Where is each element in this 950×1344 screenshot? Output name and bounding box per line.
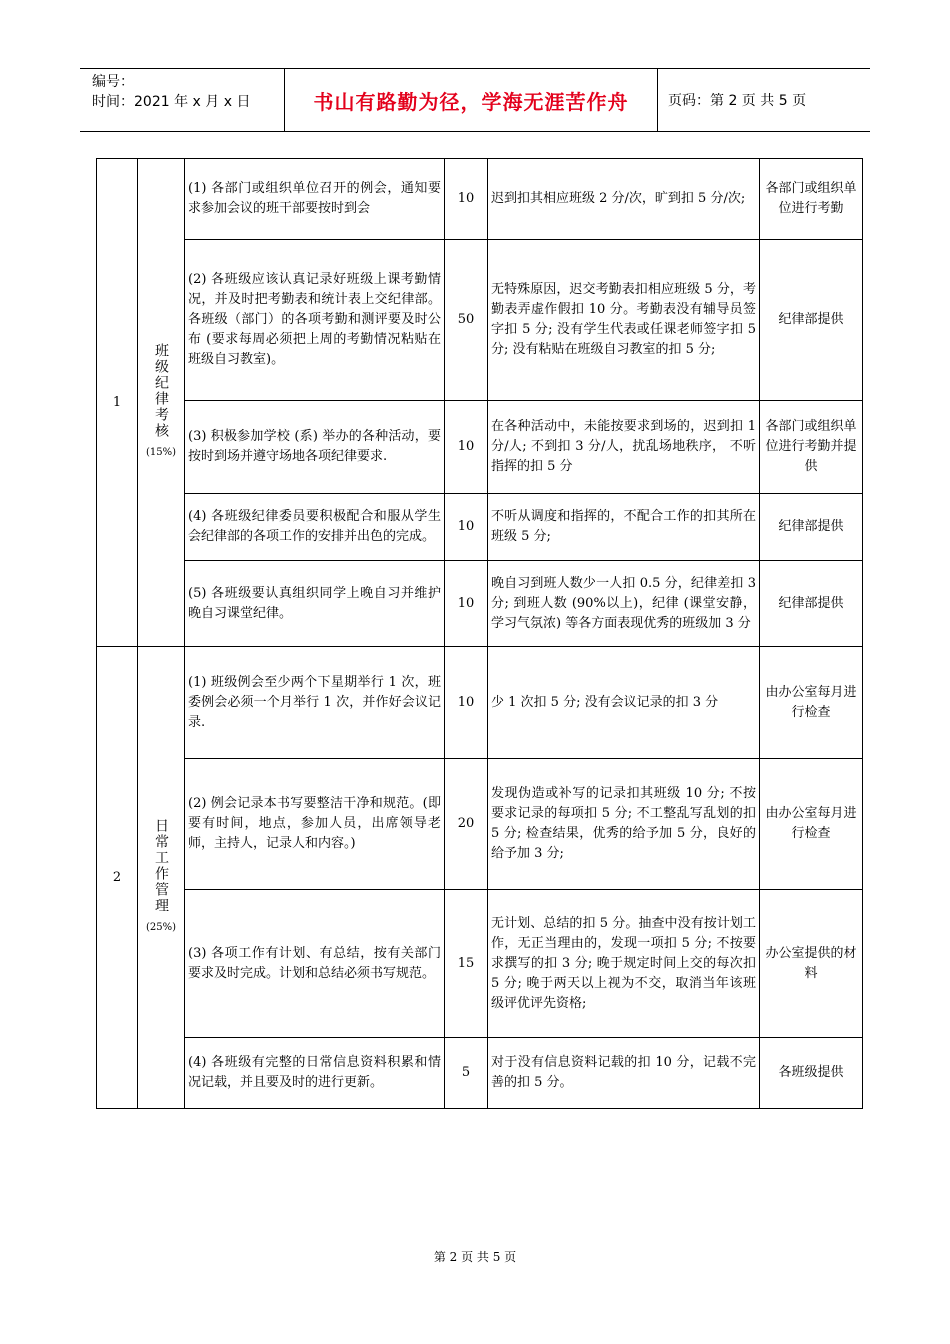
requirement-cell: (1) 各部门或组织单位召开的例会，通知要求参加会议的班干部要按时到会 (185, 159, 445, 240)
section-number: 2 (97, 647, 138, 1109)
rule-cell: 对于没有信息资料记载的扣 10 分，记载不完善的扣 5 分。 (488, 1038, 760, 1109)
source-cell: 各部门或组织单位进行考勤 (760, 159, 863, 240)
score-cell: 20 (445, 759, 488, 890)
score-cell: 10 (445, 561, 488, 647)
motto: 书山有路勤为径，学海无涯苦作舟 (285, 69, 658, 131)
score-cell: 5 (445, 1038, 488, 1109)
score-cell: 10 (445, 159, 488, 240)
score-cell: 10 (445, 494, 488, 561)
source-cell: 由办公室每月进行检查 (760, 759, 863, 890)
score-cell: 15 (445, 890, 488, 1038)
requirement-cell: (1) 班级例会至少两个下星期举行 1 次，班委例会必须一个月举行 1 次，并作好会议记录. (185, 647, 445, 759)
table-row (97, 647, 863, 759)
rule-cell: 发现伪造或补写的记录扣其班级 10 分; 不按要求记录的每项扣 5 分; 不工整乱写乱划的扣 5 分; 检查结果，优秀的给予加 5 分，良好的给予加 3 分; (488, 759, 760, 890)
table-row (97, 401, 863, 494)
section-number: 1 (97, 159, 138, 647)
source-cell: 纪律部提供 (760, 494, 863, 561)
score-cell: 10 (445, 647, 488, 759)
score-cell: 50 (445, 240, 488, 401)
rule-cell: 迟到扣其相应班级 2 分/次，旷到扣 5 分/次; (488, 159, 760, 240)
rule-cell: 无计划、总结的扣 5 分。抽查中没有按计划工作，无正当理由的，发现一项扣 5 分; 不按要求撰写的扣 3 分; 晚于规定时间上交的每次扣 5 分; 晚于两天以上视为不交，取消当年该班级评优评先资格; (488, 890, 760, 1038)
requirement-cell: (2) 各班级应该认真记录好班级上课考勤情况，并及时把考勤表和统计表上交纪律部。各班级（部门）的各项考勤和测评要及时公布 (要求每周必须把上周的考勤情况粘贴在班级自习教室)。 (185, 240, 445, 401)
assessment-table (96, 158, 863, 1109)
page-header (80, 68, 870, 132)
table-row (97, 240, 863, 401)
source-cell: 纪律部提供 (760, 240, 863, 401)
category-text: 日常工作管理 (153, 817, 169, 914)
requirement-cell: (4) 各班级纪律委员要积极配合和服从学生会纪律部的各项工作的安排并出色的完成。 (185, 494, 445, 561)
source-cell: 纪律部提供 (760, 561, 863, 647)
rule-cell: 少 1 次扣 5 分; 没有会议记录的扣 3 分 (488, 647, 760, 759)
source-cell: 办公室提供的材料 (760, 890, 863, 1038)
table-row (97, 561, 863, 647)
table-row (97, 890, 863, 1038)
requirement-cell: (3) 各项工作有计划、有总结，按有关部门要求及时完成。计划和总结必须书写规范。 (185, 890, 445, 1038)
category-percent: (15%) (145, 446, 177, 458)
source-cell: 各部门或组织单位进行考勤并提供 (760, 401, 863, 494)
table-row (97, 759, 863, 890)
table-row (97, 494, 863, 561)
rule-cell: 在各种活动中，未能按要求到场的，迟到扣 1 分/人; 不到扣 3 分/人，扰乱场地秩序， 不听指挥的扣 5 分 (488, 401, 760, 494)
requirement-cell: (4) 各班级有完整的日常信息资料积累和情况记载，并且要及时的进行更新。 (185, 1038, 445, 1109)
page-footer: 第 2 页 共 5 页 (433, 1250, 517, 1264)
category-text: 班级纪律考核 (153, 342, 169, 439)
table-row (97, 1038, 863, 1109)
header-meta (80, 69, 285, 131)
requirement-cell: (5) 各班级要认真组织同学上晚自习并维护晚自习课堂纪律。 (185, 561, 445, 647)
rule-cell: 晚自习到班人数少一人扣 0.5 分，纪律差扣 3 分; 到班人数 (90%以上)，纪律 (课堂安静，学习气氛浓) 等各方面表现优秀的班级加 3 分 (488, 561, 760, 647)
number-label: 编号： (92, 74, 134, 90)
rule-cell: 无特殊原因，迟交考勤表扣相应班级 5 分，考勤表弄虚作假扣 10 分。考勤表没有辅导员签字扣 5 分; 没有学生代表或任课老师签字扣 5 分; 没有粘贴在班级自习教室的扣 5 分; (488, 240, 760, 401)
source-cell: 由办公室每月进行检查 (760, 647, 863, 759)
date-label: 时间：2021 年 x 月 x 日 (92, 94, 251, 110)
requirement-cell: (2) 例会记录本书写要整洁干净和规范。(即要有时间，地点，参加人员，出席领导老师，主持人，记录人和内容。) (185, 759, 445, 890)
page-label: 页码：第 2 页 共 5 页 (668, 93, 807, 109)
score-cell: 10 (445, 401, 488, 494)
requirement-cell: (3) 积极参加学校 (系) 举办的各种活动，要按时到场并遵守场地各项纪律要求. (185, 401, 445, 494)
section-category (138, 159, 185, 647)
section-category (138, 647, 185, 1109)
table-row (97, 159, 863, 240)
source-cell: 各班级提供 (760, 1038, 863, 1109)
rule-cell: 不听从调度和指挥的，不配合工作的扣其所在班级 5 分; (488, 494, 760, 561)
category-percent: (25%) (145, 921, 177, 933)
